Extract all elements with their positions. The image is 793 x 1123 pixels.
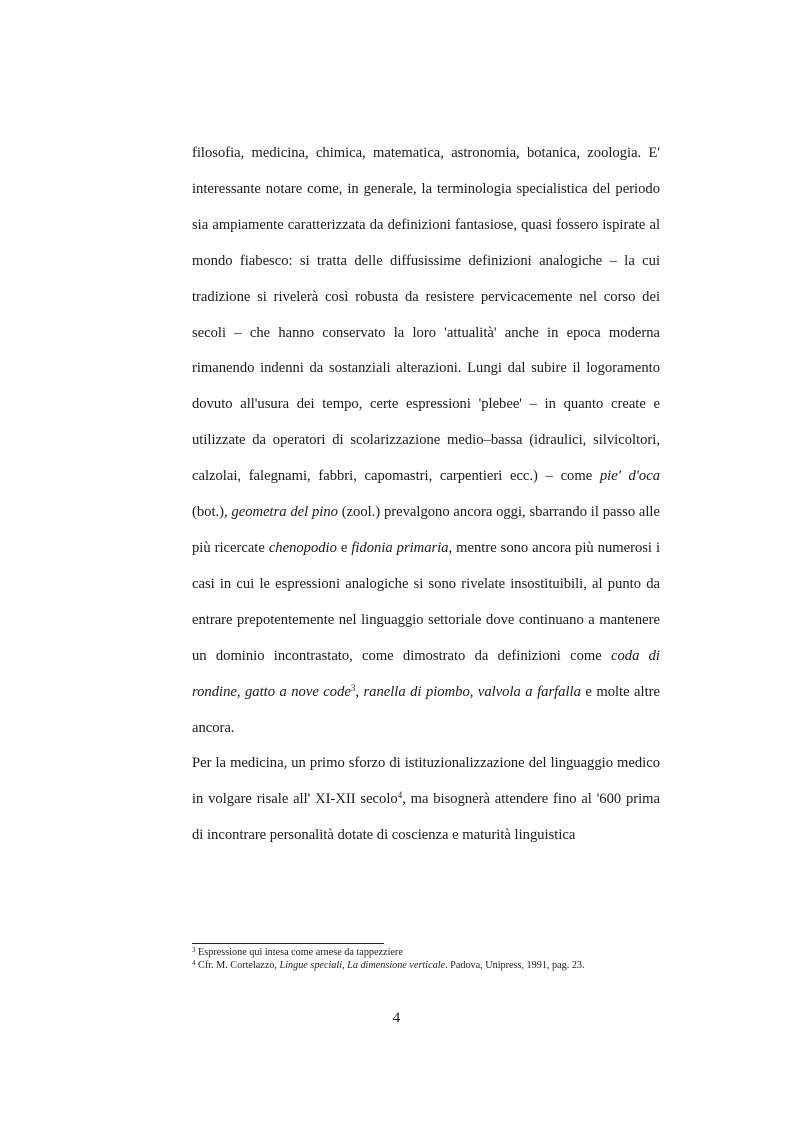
text-run: filosofia, medicina, chimica, matematica, astronomia, botanica, zoologia. E' interessante notare come, in generale, la terminologia specialistica del periodo sia ampiamente caratterizzata da definizioni fantasiose, quasi fossero ispirate al mondo fiabesco: si tratta delle diffusissime definizioni analogiche – la cui tradizione si rivelerà così robusta da resistere pervicacemente nel corso dei secoli – che hanno conservato la loro 'attualità' anche in epoca moderna rimanendo indenni da sostanziali alterazioni. Lungi dal subire il logoramento dovuto all'usura dei tempo, certe espressioni 'plebee' – in quanto create e utilizzate da operatori di scolarizzazione medio–bassa (idraulici, silvicoltori, calzolai, falegnami, fabbri, capomastri, carpentieri ecc.) – come — [192, 145, 660, 485]
italic-term: fidonia primaria — [351, 539, 449, 556]
footnote-number: 4 — [192, 958, 196, 967]
page-number: 4 — [392, 1010, 401, 1026]
italic-term: pie' d'oca — [599, 468, 660, 485]
footnote-ref-3[interactable]: 3 — [350, 682, 356, 693]
text-run: Per la medicina, un primo sforzo di istituzionalizzazione del linguaggio medico in volgare risale all' XI-XII secolo — [192, 755, 660, 808]
text-run: , mentre sono ancora più numerosi i casi in cui le espressioni analogiche si sono rivelate insostituibili, al punto da entrare prepotentemente nel linguaggio settoriale dove continuano a mantenere un dominio incontrastato, come dimostrato da definizioni come — [192, 539, 660, 664]
italic-term: , ranella di piombo, valvola a farfalla — [355, 683, 581, 700]
body-text — [192, 136, 660, 854]
text-run: e molte altre ancora. — [192, 683, 660, 736]
footnote-text: Cfr. M. Cortelazzo, — [195, 959, 280, 971]
footnote-text: Espressione qui intesa come arnese da tappezziere — [195, 947, 403, 958]
italic-term: coda di rondine, gatto a nove code — [192, 647, 660, 700]
footnote-3 — [192, 947, 662, 960]
footnote-4 — [192, 960, 662, 973]
italic-term: chenopodio — [268, 539, 337, 556]
footnote-title: Lingue speciali, La dimensione verticale — [279, 959, 446, 971]
text-run: (zool.) prevalgono ancora oggi, sbarrando il passo alle più ricercate — [192, 504, 660, 556]
paragraph-2 — [192, 746, 660, 854]
footnote-separator — [192, 943, 384, 944]
footnote-number: 3 — [192, 946, 196, 954]
footnote-ref-4[interactable]: 4 — [397, 790, 403, 801]
footnote-text: . Padova, Unipress, 1991, pag. 23. — [445, 959, 585, 971]
paragraph-1 — [192, 136, 660, 746]
text-run: , ma bisognerà attendere fino al '600 prima di incontrare personalità dotate di coscienza e maturità linguistica — [192, 791, 660, 844]
text-run: (bot.), — [192, 504, 232, 521]
italic-term: geometra del pino — [231, 504, 338, 521]
footnotes — [192, 947, 662, 972]
text-run: e — [336, 539, 352, 556]
